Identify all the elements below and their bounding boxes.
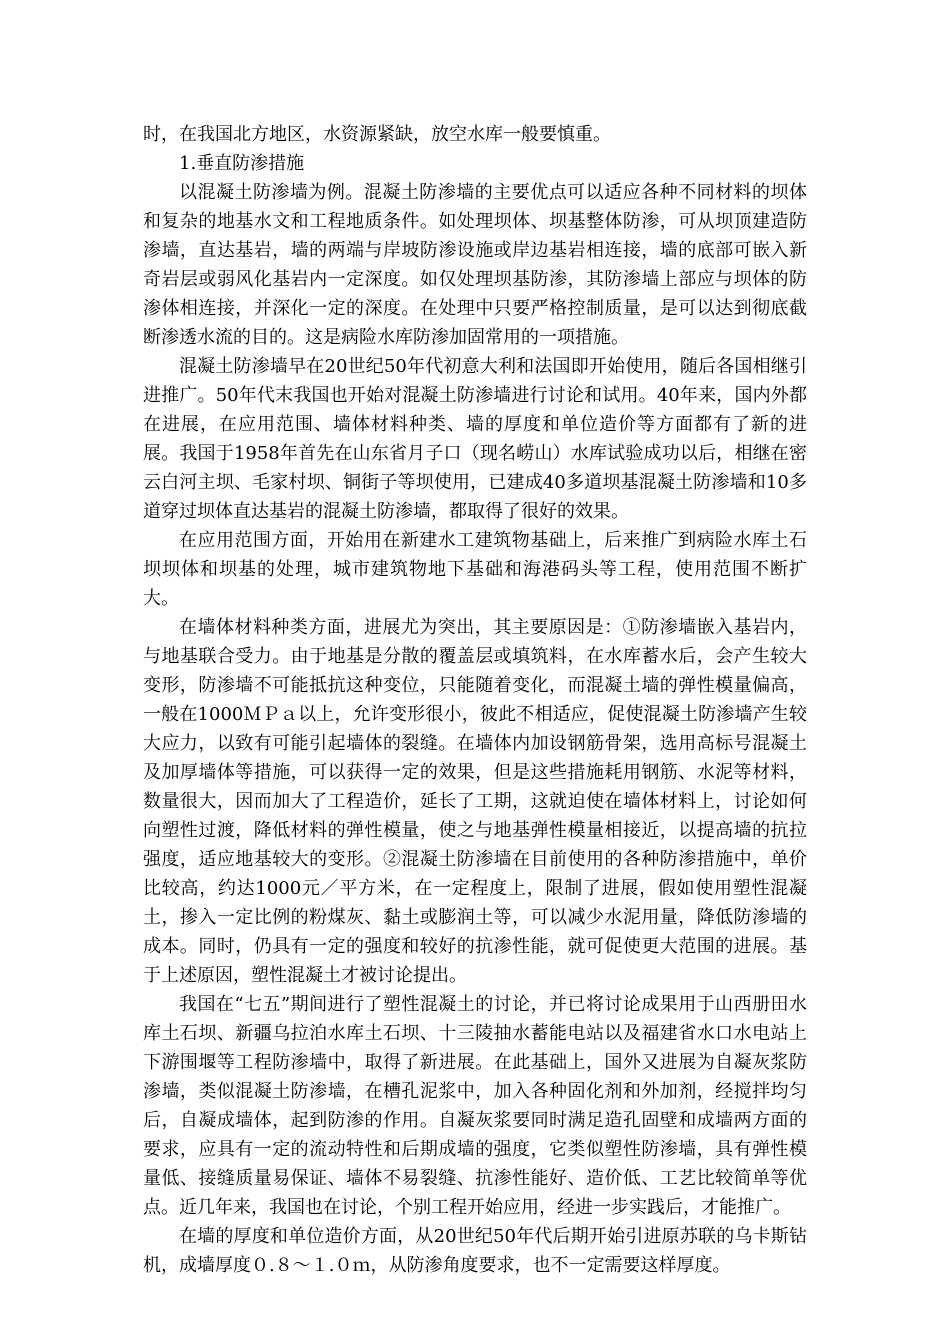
paragraph: 混凝土防渗墙早在20世纪50年代初意大利和法国即开始使用，随后各国相继引进推广。50年代末我国也开始对混凝土防渗墙进行讨论和试用。40年来，国内外都在进展，在应用范围、墙体材料种类、墙的厚度和单位造价等方面都有了新的进展。我国于1958年首先在山东省月子口（现名崂山）水库试验成功以后，相继在密云白河主坝、毛家村坝、铜街子等坝使用，已建成40多道坝基混凝土防渗墙和10多道穿过坝体直达基岩的混凝土防渗墙，都取得了很好的效果。 — [143, 356, 807, 522]
paragraph: 我国在“七五”期间进行了塑性混凝土的讨论，并已将讨论成果用于山西册田水库土石坝、新疆乌拉泊水库土石坝、十三陵抽水蓄能电站以及福建省水口水电站上下游围堰等工程防渗墙中，取得了新进展。在此基础上，国外又进展为自凝灰浆防渗墙，类似混凝土防渗墙，在槽孔泥浆中，加入各种固化剂和外加剂，经搅拌均匀后，自凝成墙体，起到防渗的作用。自凝灰浆要同时满足造孔固壁和成墙两方面的要求，应具有一定的流动特性和后期成墙的强度，它类似塑性防渗墙，具有弹性模量低、接缝质量易保证、墙体不易裂缝、抗渗性能好、造价低、工艺比较简单等优点。近几年来，我国也在讨论，个别工程开始应用，经进一步实践后，才能推广。 — [143, 994, 807, 1218]
document-page — [143, 120, 807, 1280]
section-heading: 1.垂直防渗措施 — [179, 153, 305, 174]
paragraph: 在应用范围方面，开始用在新建水工建筑物基础上，后来推广到病险水库土石坝坝体和坝基的处理，城市建筑物地下基础和海港码头等工程，使用范围不断扩大。 — [143, 530, 807, 609]
paragraph: 以混凝土防渗墙为例。混凝土防渗墙的主要优点可以适应各种不同材料的坝体和复杂的地基水文和工程地质条件。如处理坝体、坝基整体防渗，可从坝顶建造防渗墙，直达基岩，墙的两端与岸坡防渗设施或岸边基岩相连接，墙的底部可嵌入新奇岩层或弱风化基岩内一定深度。如仅处理坝基防渗，其防渗墙上部应与坝体的防渗体相连接，并深化一定的深度。在处理中只要严格控制质量，是可以达到彻底截断渗透水流的目的。这是病险水库防渗加固常用的一项措施。 — [143, 182, 807, 348]
paragraph: 在墙体材料种类方面，进展尤为突出，其主要原因是：①防渗墙嵌入基岩内，与地基联合受力。由于地基是分散的覆盖层或填筑料，在水库蓄水后，会产生较大变形，防渗墙不可能抵抗这种变位，只能随着变化，而混凝土墙的弹性模量偏高，一般在1000ＭＰａ以上，允许变形很小，彼此不相适应，促使混凝土防渗墙产生较大应力，以致有可能引起墙体的裂缝。在墙体内加设钢筋骨架，选用高标号混凝土及加厚墙体等措施，可以获得一定的效果，但是这些措施耗用钢筋、水泥等材料，数量很大，因而加大了工程造价，延长了工期，这就迫使在墙体材料上，讨论如何向塑性过渡，降低材料的弹性模量，使之与地基弹性模量相接近，以提高墙的抗拉强度，适应地基较大的变形。②混凝土防渗墙在目前使用的各种防渗措施中，单价比较高，约达1000元／平方米，在一定程度上，限制了进展，假如使用塑性混凝土，掺入一定比例的粉煤灰、黏土或膨润土等，可以减少水泥用量，降低防渗墙的成本。同时，仍具有一定的强度和较好的抗渗性能，就可促使更大范围的进展。基于上述原因，塑性混凝土才被讨论提出。 — [143, 617, 807, 986]
paragraph: 在墙的厚度和单位造价方面，从20世纪50年代后期开始引进原苏联的乌卡斯钻机，成墙厚度０.８～１.０ｍ，从防渗角度要求，也不一定需要这样厚度。 — [143, 1226, 807, 1276]
paragraph-continuation: 时，在我国北方地区，水资源紧缺，放空水库一般要慎重。 — [143, 124, 611, 145]
